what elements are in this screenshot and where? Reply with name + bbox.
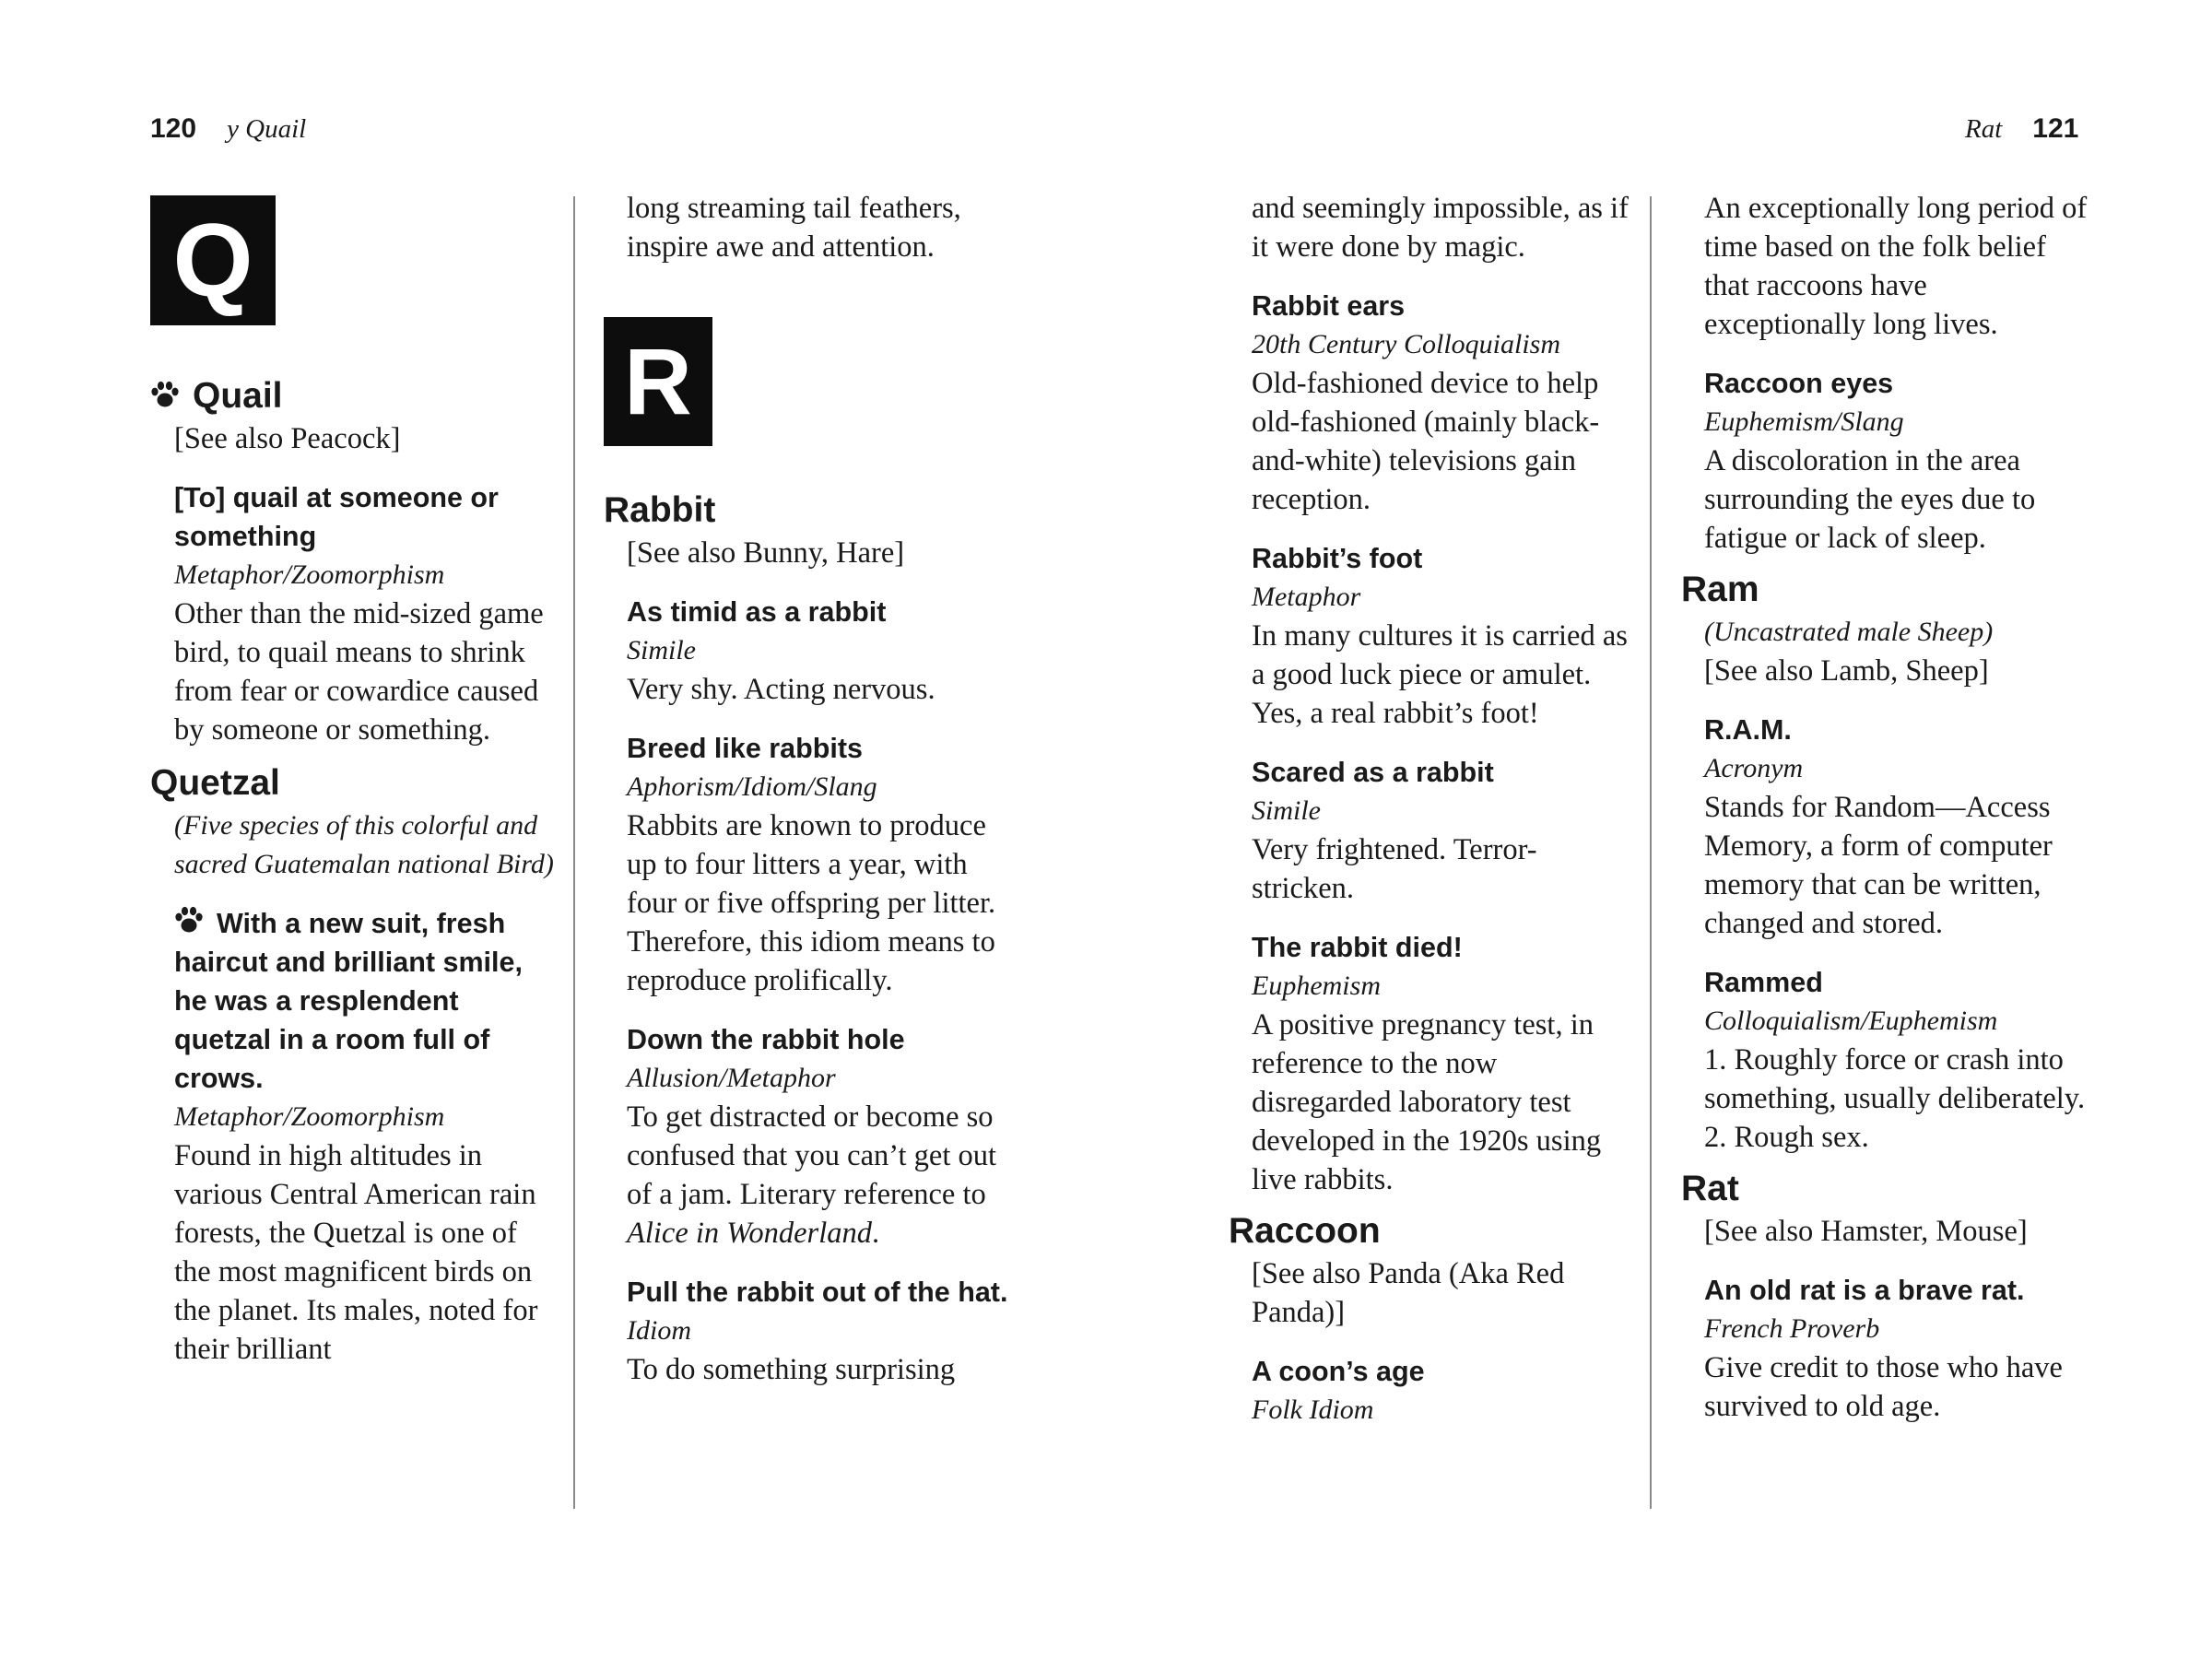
- ram-acronym-definition: Stands for Random—Access Memory, a form of computer memory that can be written, changed and stored.: [1704, 791, 2053, 940]
- rabbit-hole-category: Allusion/Metaphor: [627, 1063, 836, 1093]
- quetzal-idiom-definition-part1: Found in high altitudes in various Central American rain forests, the Quetzal is one of the most magnificent birds on the planet. Its males, noted for their brilliant: [174, 1139, 538, 1366]
- paw-print-icon: [150, 381, 180, 410]
- entry-headword-rat: Rat: [1681, 1169, 1739, 1208]
- rabbit-see-also: [See also Bunny, Hare]: [627, 536, 905, 570]
- column-3: [1229, 189, 1630, 1430]
- rat-brave-phrase: An old rat is a brave rat.: [1704, 1275, 2025, 1306]
- section-letter-r: R: [604, 317, 712, 446]
- quetzal-idiom-definition-part2: long streaming tail feathers, inspire awe and attention.: [627, 192, 961, 264]
- raccoon-eyes-definition: A discoloration in the area surrounding the eyes due to fatigue or lack of sleep.: [1704, 444, 2036, 555]
- rabbit-breed-phrase: Breed like rabbits: [627, 733, 863, 764]
- right-page-header: [1965, 111, 2078, 147]
- right-page-number: 121: [2032, 113, 2079, 144]
- rabbit-breed-category: Aphorism/Idiom/Slang: [627, 771, 877, 802]
- rat-brave-definition: Give credit to those who have survived to old age.: [1704, 1351, 2063, 1423]
- rabbit-timid-category: Simile: [627, 635, 696, 665]
- rabbit-foot-category: Metaphor: [1252, 582, 1361, 612]
- raccoon-see-also: [See also Panda (Aka Red Panda)]: [1252, 1257, 1565, 1329]
- rabbit-scared-category: Simile: [1252, 795, 1321, 826]
- quail-headword-text: Quail: [193, 376, 283, 416]
- rat-see-also: [See also Hamster, Mouse]: [1704, 1215, 2028, 1248]
- rabbit-hole-phrase: Down the rabbit hole: [627, 1024, 905, 1055]
- entry-headword-rabbit: Rabbit: [604, 490, 716, 530]
- rabbit-ears-definition: Old-fashioned device to help old-fashioned (mainly black-and-white) televisions gain reception.: [1252, 367, 1600, 516]
- rabbit-hat-definition-part1: To do something surprising: [627, 1353, 956, 1386]
- column-1: [150, 189, 556, 1369]
- rabbit-foot-phrase: Rabbit’s foot: [1252, 543, 1423, 574]
- ram-note: (Uncastrated male Sheep): [1704, 617, 1994, 647]
- rabbit-hole-definition-text: To get distracted or become so confused that you can’t get out of a jam. Literary reference to: [627, 1100, 997, 1211]
- rabbit-hat-definition-part2: and seemingly impossible, as if it were done by magic.: [1252, 192, 1629, 264]
- quetzal-idiom-phrase: [174, 904, 556, 1098]
- rabbit-hole-definition: [627, 1098, 1023, 1253]
- rabbit-breed-definition: Rabbits are known to produce up to four litters a year, with four or five offspring per litter. Therefore, this idiom means to reproduce prolifically.: [627, 809, 996, 997]
- raccoon-eyes-phrase: Raccoon eyes: [1704, 368, 1894, 399]
- left-running-head: y Quail: [227, 114, 307, 144]
- rabbit-foot-definition: In many cultures it is carried as a good luck piece or amulet. Yes, a real rabbit’s foot!: [1252, 619, 1628, 730]
- raccoon-coon-age-category: Folk Idiom: [1252, 1394, 1374, 1425]
- rabbit-hole-definition-end: .: [871, 1217, 880, 1250]
- quail-idiom-phrase: [To] quail at someone or something: [174, 482, 499, 552]
- quetzal-note: (Five species of this colorful and sacred Guatemalan national Bird): [174, 810, 554, 879]
- rabbit-died-phrase: The rabbit died!: [1252, 932, 1463, 963]
- rabbit-died-definition: A positive pregnancy test, in reference to the now disregarded laboratory test developed in the 1920s using live rabbits.: [1252, 1008, 1602, 1196]
- entry-headword-quail: [150, 373, 556, 419]
- rabbit-timid-definition: Very shy. Acting nervous.: [627, 673, 935, 706]
- rabbit-ears-category: 20th Century Colloquialism: [1252, 329, 1561, 359]
- rammed-definition-2: 2. Rough sex.: [1704, 1121, 1869, 1154]
- rat-brave-category: French Proverb: [1704, 1313, 1880, 1344]
- raccoon-coon-age-definition: An exceptionally long period of time based on the folk belief that raccoons have exceptionally long lives.: [1704, 192, 2088, 341]
- quetzal-idiom-phrase-text: With a new suit, fresh haircut and brilliant smile, he was a resplendent quetzal in a room full of crows.: [174, 908, 523, 1094]
- ram-acronym-phrase: R.A.M.: [1704, 714, 1792, 746]
- entry-headword-raccoon: Raccoon: [1229, 1211, 1381, 1251]
- quail-see-also: [See also Peacock]: [174, 422, 401, 455]
- quail-idiom-category: Metaphor/Zoomorphism: [174, 559, 445, 590]
- rammed-phrase: Rammed: [1704, 967, 1823, 998]
- rabbit-ears-phrase: Rabbit ears: [1252, 290, 1406, 322]
- right-running-head: Rat: [1965, 114, 2003, 144]
- section-letter-q: Q: [150, 195, 276, 325]
- rammed-definition-1: 1. Roughly force or crash into something, usually deliberately.: [1704, 1043, 2086, 1115]
- column-2: [604, 189, 1023, 1389]
- quail-idiom-definition: Other than the mid-sized game bird, to quail means to shrink from fear or cowardice caused by someone or something.: [174, 597, 544, 747]
- column-4: [1681, 189, 2089, 1426]
- raccoon-eyes-category: Euphemism/Slang: [1704, 406, 1904, 437]
- rabbit-hat-phrase: Pull the rabbit out of the hat.: [627, 1277, 1008, 1308]
- ram-acronym-category: Acronym: [1704, 753, 1804, 783]
- quetzal-idiom-category: Metaphor/Zoomorphism: [174, 1101, 445, 1132]
- rabbit-hat-category: Idiom: [627, 1315, 691, 1346]
- entry-headword-ram: Ram: [1681, 570, 1759, 609]
- rabbit-scared-phrase: Scared as a rabbit: [1252, 757, 1494, 788]
- rabbit-hole-book-title: Alice in Wonderland: [627, 1217, 872, 1250]
- column-divider-right-page: [1650, 196, 1652, 1509]
- rammed-category: Colloquialism/Euphemism: [1704, 1006, 1998, 1036]
- paw-print-icon: [174, 906, 204, 935]
- entry-headword-quetzal: Quetzal: [150, 763, 280, 803]
- raccoon-coon-age-phrase: A coon’s age: [1252, 1356, 1425, 1387]
- ram-see-also: [See also Lamb, Sheep]: [1704, 654, 1989, 688]
- rabbit-died-category: Euphemism: [1252, 971, 1381, 1001]
- column-divider-left-page: [573, 196, 575, 1509]
- rabbit-scared-definition: Very frightened. Terror-stricken.: [1252, 833, 1537, 905]
- left-page-header: [150, 111, 306, 147]
- left-page-number: 120: [150, 113, 197, 144]
- rabbit-timid-phrase: As timid as a rabbit: [627, 596, 887, 628]
